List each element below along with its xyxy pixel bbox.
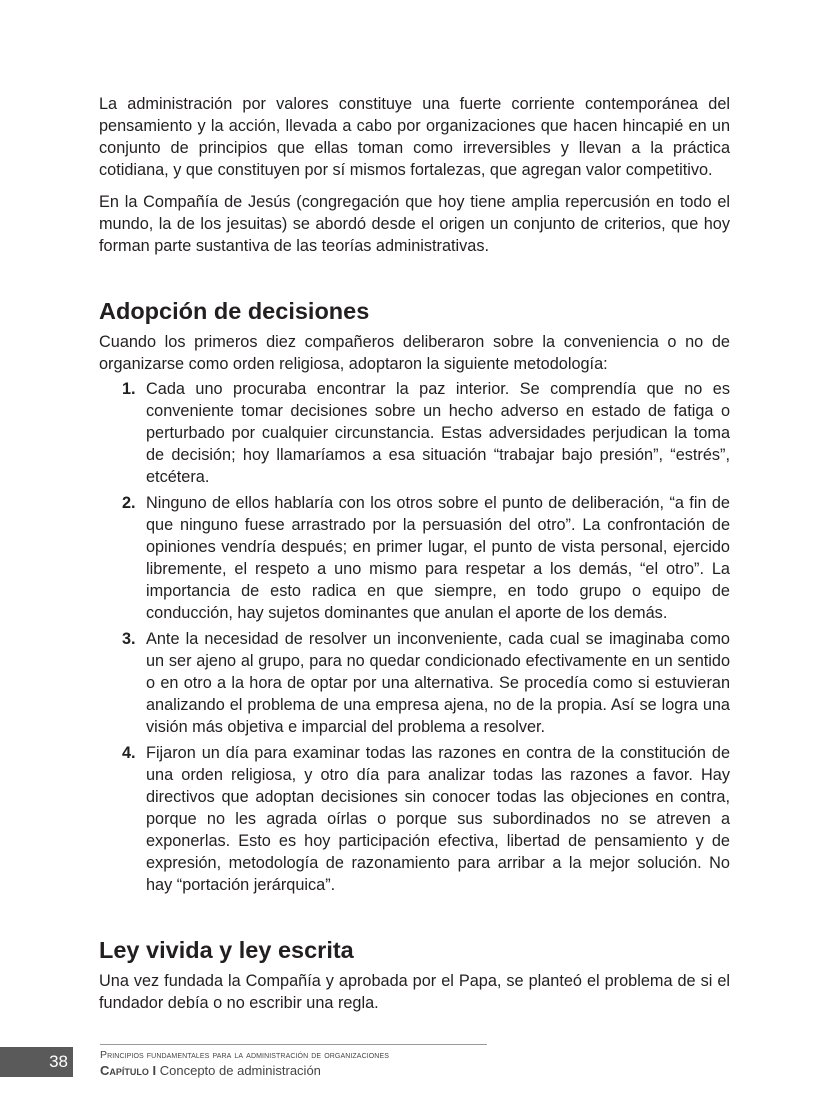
paragraph: En la Compañía de Jesús (congregación que hoy tiene amplia repercusión en todo el mundo, la de los jesuitas) se abordó desde el origen un conjunto de criterios, que hoy forman parte sustantiva de las teorías administrativas. bbox=[99, 193, 730, 255]
list-text: Fijaron un día para examinar todas las razones en contra de la constitución de una orden religiosa, y otro día para analizar todas las razones a favor. Hay directivos que adoptan decisiones sin conocer todas las objeciones en contra, porque no les agrada oírlas o porque sus subordinados no se atreven a exponerlas. Esto es hoy participación efectiva, libertad de pensamiento y de expresión, metodología de razonamiento para arribar a la mejor solución. No hay “portación jerárquica”. bbox=[146, 744, 730, 894]
list-number: 2. bbox=[122, 494, 136, 512]
list-number: 1. bbox=[122, 380, 136, 398]
book-title: Principios fundamentales para la administración de organizaciones bbox=[100, 1049, 390, 1061]
list-number: 4. bbox=[122, 744, 136, 762]
paragraph: La administración por valores constituye una fuerte corriente contemporánea del pensamiento y la acción, llevada a cabo por organizaciones que hacen hincapié en un conjunto de principios que ellas toman como irreversibles y llevan a la práctica cotidiana, y que constituyen por sí mismos fortalezas, que agregan valor competitivo. bbox=[99, 95, 730, 179]
section-heading: Adopción de decisiones bbox=[99, 298, 370, 324]
page-number: 38 bbox=[0, 1047, 73, 1077]
paragraph: Cuando los primeros diez compañeros deliberaron sobre la conveniencia o no de organizarse como orden religiosa, adoptaron la siguiente metodología: bbox=[99, 333, 730, 373]
page-content bbox=[99, 93, 730, 1024]
list-item bbox=[99, 378, 730, 488]
list-text: Ante la necesidad de resolver un inconveniente, cada cual se imaginaba como un ser ajeno al grupo, para no quedar condicionado efectivamente en un sentido o en otro a la hora de optar por una alternativa. Se procedía como si estuvieran analizando el problema de una empresa ajena, no de la propia. Así se logra una visión más objetiva e imparcial del problema a resolver. bbox=[146, 630, 730, 736]
list-item bbox=[99, 628, 730, 738]
list-text: Cada uno procuraba encontrar la paz interior. Se comprendía que no es conveniente tomar decisiones sobre un hecho adverso en estado de fatiga o perturbado por cualquier circunstancia. Estas adversidades perjudican la toma de decisión; hoy llamaríamos a esa situación “trabajar bajo presión”, “estrés”, etcétera. bbox=[146, 380, 730, 486]
list-item bbox=[99, 492, 730, 624]
list-item bbox=[99, 742, 730, 896]
paragraph: Una vez fundada la Compañía y aprobada por el Papa, se planteó el problema de si el fundador debía o no escribir una regla. bbox=[99, 972, 730, 1012]
list-number: 3. bbox=[122, 630, 136, 648]
footer-divider bbox=[100, 1044, 487, 1045]
chapter-label: Capítulo I bbox=[100, 1063, 157, 1078]
chapter-line bbox=[100, 1063, 321, 1078]
list-text: Ninguno de ellos hablaría con los otros sobre el punto de deliberación, “a fin de que ninguno fuese arrastrado por la persuasión del otro”. La confrontación de opiniones vendría después; en primer lugar, el punto de vista personal, ejercido libremente, el respeto a uno mismo para respetar a los demás, “el otro”. La importancia de esto radica en que siempre, en todo grupo o equipo de conducción, hay sujetos dominantes que anulan el aporte de los demás. bbox=[146, 494, 730, 622]
section-heading: Ley vivida y ley escrita bbox=[99, 937, 354, 963]
chapter-title: Concepto de administración bbox=[159, 1063, 321, 1078]
numbered-list bbox=[99, 378, 730, 896]
